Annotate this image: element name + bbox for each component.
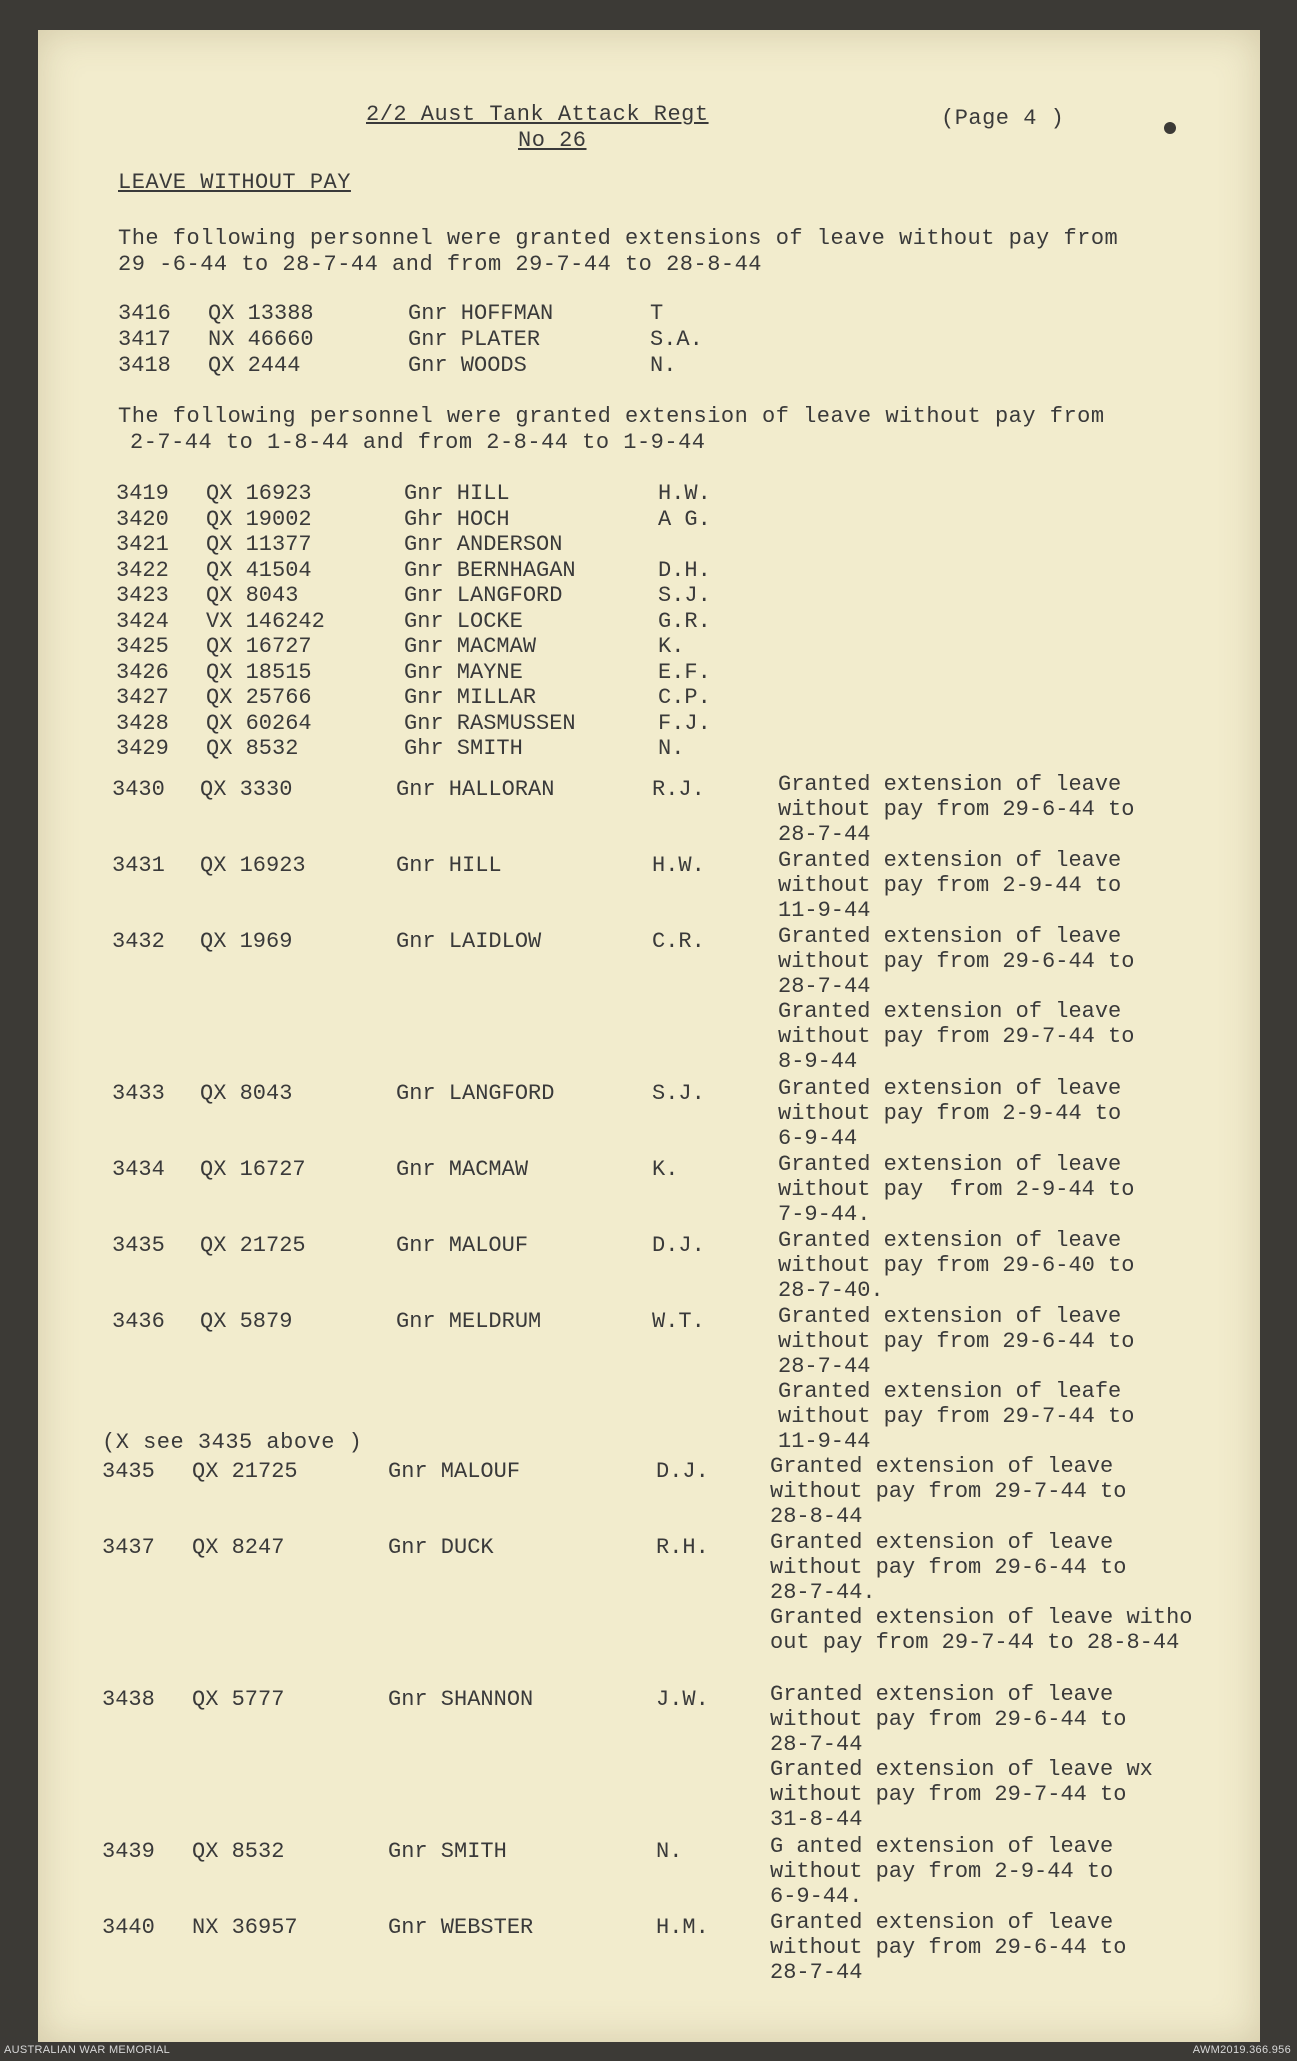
serial-number: 3423 — [116, 583, 169, 608]
initials: K. — [658, 634, 685, 659]
service-number: QX 16727 — [200, 1157, 306, 1182]
rank-and-name: Gnr LAIDLOW — [396, 929, 542, 954]
remark-line: 11-9-44 — [778, 898, 871, 923]
remark-line: 28-7-40. — [778, 1278, 884, 1303]
initials: G.R. — [658, 608, 711, 634]
initials: C.R. — [652, 929, 705, 954]
initials: J.W. — [656, 1687, 709, 1712]
remark-line: without pay from 29-7-44 to — [770, 1782, 1127, 1807]
initials: S.J. — [652, 1081, 705, 1106]
serial-number: 3431 — [112, 853, 165, 878]
remark-line: without pay from 2-9-44 to — [778, 1177, 1135, 1202]
serial-number: 3434 — [112, 1157, 165, 1182]
rank-and-name: Gnr LANGFORD — [404, 583, 563, 608]
serial-number: 3438 — [102, 1687, 155, 1712]
service-number: NX 36957 — [192, 1915, 298, 1940]
remark-line: Granted extension of leave — [778, 848, 1122, 873]
rank-and-name: Gnr SMITH — [388, 1839, 507, 1864]
remark-line: without pay from 2-9-44 to — [778, 1101, 1122, 1126]
serial-number: 3417 — [118, 327, 171, 352]
unit-header: 2/2 Aust Tank Attack Regt — [366, 102, 709, 127]
initials: D.J. — [652, 1233, 705, 1258]
serial-number: 3428 — [116, 710, 169, 736]
rank-and-name: Gnr WEBSTER — [388, 1915, 534, 1940]
rank-and-name: Gnr HOFFMAN — [408, 301, 554, 326]
remark-line: 11-9-44 — [778, 1429, 871, 1454]
remark-line: without pay from 29-6-40 to — [778, 1253, 1135, 1278]
initials: R.J. — [652, 777, 705, 802]
serial-number: 3420 — [116, 506, 169, 532]
service-number: QX 11377 — [206, 532, 312, 557]
initials: H.M. — [656, 1915, 709, 1940]
remark-line: 28-8-44 — [770, 1504, 863, 1529]
initials: C.P. — [658, 685, 711, 710]
punch-hole — [1164, 122, 1176, 134]
service-number: QX 16923 — [200, 853, 306, 878]
service-number: QX 25766 — [206, 685, 312, 710]
footer-credit: AUSTRALIAN WAR MEMORIAL — [4, 2044, 171, 2056]
serial-number: 3421 — [116, 532, 169, 557]
serial-number: 3418 — [118, 353, 171, 378]
rank-and-name: Gnr MALOUF — [396, 1233, 529, 1258]
initials: R.H. — [656, 1535, 709, 1560]
rank-and-name: Gnr MAYNE — [404, 659, 523, 685]
remark-line: 7-9-44. — [778, 1202, 871, 1227]
service-number: QX 8532 — [206, 736, 299, 761]
serial-number: 3419 — [116, 481, 169, 506]
remark-line: Granted extension of leave — [770, 1682, 1114, 1707]
serial-number: 3440 — [102, 1915, 155, 1940]
serial-number: 3437 — [102, 1535, 155, 1560]
serial-number: 3424 — [116, 608, 169, 634]
remark-line: Granted extension of leave — [778, 1304, 1122, 1329]
remark-line: 31-8-44 — [770, 1807, 863, 1832]
initials: K. — [652, 1157, 679, 1182]
remark-line: 28-7-44 — [770, 1960, 863, 1985]
serial-number: 3439 — [102, 1839, 155, 1864]
service-number: QX 8043 — [206, 583, 299, 608]
initials: S.A. — [650, 327, 703, 352]
rank-and-name: Ghr SMITH — [404, 736, 523, 761]
cross-reference-note: (X see 3435 above ) — [102, 1430, 363, 1455]
initials: D.J. — [656, 1459, 709, 1484]
remark-line: out pay from 29-7-44 to 28-8-44 — [770, 1630, 1180, 1655]
service-number: QX 5879 — [200, 1309, 293, 1334]
remark-line: 8-9-44 — [778, 1049, 858, 1074]
order-number: No 26 — [518, 128, 587, 153]
remark-line: without pay from 29-6-44 to — [778, 797, 1135, 822]
serial-number: 3429 — [116, 736, 169, 761]
serial-number: 3436 — [112, 1309, 165, 1334]
rank-and-name: Gnr SHANNON — [388, 1687, 534, 1712]
rank-and-name: Gnr MELDRUM — [396, 1309, 542, 1334]
serial-number: 3435 — [112, 1233, 165, 1258]
remark-line: Granted extension of leave witho — [770, 1605, 1193, 1630]
remark-line: 28-7-44 — [778, 822, 871, 847]
remark-line: without pay from 29-6-44 to — [778, 1329, 1135, 1354]
initials: D.H. — [658, 557, 711, 583]
serial-number: 3416 — [118, 301, 171, 326]
service-number: VX 146242 — [206, 608, 325, 634]
remark-line: 6-9-44 — [778, 1126, 858, 1151]
serial-number: 3427 — [116, 685, 169, 710]
serial-number: 3430 — [112, 777, 165, 802]
service-number: QX 18515 — [206, 659, 312, 685]
service-number: QX 19002 — [206, 506, 312, 532]
rank-and-name: Gnr RASMUSSEN — [404, 710, 576, 736]
remark-line: without pay from 29-6-44 to — [770, 1707, 1127, 1732]
rank-and-name: Gnr LOCKE — [404, 608, 523, 634]
rank-and-name: Gnr WOODS — [408, 353, 527, 378]
serial-number: 3426 — [116, 659, 169, 685]
paragraph-1-line-2: 29 -6-44 to 28-7-44 and from 29-7-44 to 28-8-44 — [118, 252, 763, 277]
initials: N. — [650, 353, 677, 378]
remark-line: Granted extension of leave — [770, 1530, 1114, 1555]
remark-line: G anted extension of leave — [770, 1834, 1114, 1859]
paragraph-1-line-1: The following personnel were granted extensions of leave without pay from — [118, 226, 1119, 251]
service-number: QX 21725 — [200, 1233, 306, 1258]
remark-line: without pay from 29-6-44 to — [770, 1555, 1127, 1580]
service-number: QX 13388 — [208, 301, 314, 326]
remark-line: 28-7-44. — [770, 1580, 876, 1605]
rank-and-name: Gnr HILL — [404, 481, 510, 506]
document-page — [38, 30, 1260, 2042]
rank-and-name: Gnr MALOUF — [388, 1459, 521, 1484]
service-number: QX 3330 — [200, 777, 293, 802]
service-number: QX 5777 — [192, 1687, 285, 1712]
paragraph-2-line-1: The following personnel were granted extension of leave without pay from — [118, 404, 1105, 429]
remark-line: Granted extension of leave — [778, 1076, 1122, 1101]
remark-line: Granted extension of leave — [778, 999, 1122, 1024]
service-number: QX 8532 — [192, 1839, 285, 1864]
remark-line: 28-7-44 — [770, 1732, 863, 1757]
remark-line: without pay from 29-7-44 to — [778, 1404, 1135, 1429]
remark-line: Granted extension of leave — [778, 1228, 1122, 1253]
page-number: (Page 4 ) — [941, 106, 1065, 131]
rank-and-name: Gnr HILL — [396, 853, 502, 878]
remark-line: without pay from 29-6-44 to — [778, 949, 1135, 974]
service-number: QX 41504 — [206, 557, 312, 583]
footer-accession: AWM2019.366.956 — [1192, 2044, 1291, 2056]
remark-line: Granted extension of leave — [778, 1152, 1122, 1177]
paragraph-2-line-2: 2-7-44 to 1-8-44 and from 2-8-44 to 1-9-44 — [130, 430, 706, 455]
initials: A G. — [658, 506, 711, 532]
remark-line: Granted extension of leave — [778, 924, 1122, 949]
initials: W.T. — [652, 1309, 705, 1334]
remark-line: without pay from 29-6-44 to — [770, 1935, 1127, 1960]
remark-line: Granted extension of leave — [770, 1454, 1114, 1479]
rank-and-name: Gnr ANDERSON — [404, 532, 563, 557]
remark-line: without pay from 2-9-44 to — [770, 1859, 1114, 1884]
remark-line: 28-7-44 — [778, 974, 871, 999]
rank-and-name: Gnr MILLAR — [404, 685, 537, 710]
section-title: LEAVE WITHOUT PAY — [118, 170, 351, 195]
initials: T — [650, 301, 664, 326]
initials: H.W. — [652, 853, 705, 878]
rank-and-name: Gnr PLATER — [408, 327, 541, 352]
serial-number: 3433 — [112, 1081, 165, 1106]
service-number: QX 21725 — [192, 1459, 298, 1484]
remark-line: 6-9-44. — [770, 1884, 863, 1909]
remark-line: Granted extension of leafe — [778, 1379, 1122, 1404]
remark-line: without pay from 29-7-44 to — [778, 1024, 1135, 1049]
rank-and-name: Ghr HOCH — [404, 506, 510, 532]
serial-number: 3435 — [102, 1459, 155, 1484]
serial-number: 3425 — [116, 634, 169, 659]
remark-line: 28-7-44 — [778, 1354, 871, 1379]
remark-line: Granted extension of leave wx — [770, 1757, 1153, 1782]
initials: N. — [658, 736, 685, 761]
serial-number: 3422 — [116, 557, 169, 583]
initials: F.J. — [658, 710, 711, 736]
service-number: QX 8043 — [200, 1081, 293, 1106]
initials: H.W. — [658, 481, 711, 506]
service-number: QX 1969 — [200, 929, 293, 954]
service-number: NX 46660 — [208, 327, 314, 352]
initials: S.J. — [658, 583, 711, 608]
rank-and-name: Gnr LANGFORD — [396, 1081, 555, 1106]
rank-and-name: Gnr MACMAW — [396, 1157, 529, 1182]
service-number: QX 16923 — [206, 481, 312, 506]
service-number: QX 2444 — [208, 353, 301, 378]
initials: N. — [656, 1839, 683, 1864]
rank-and-name: Gnr DUCK — [388, 1535, 494, 1560]
service-number: QX 8247 — [192, 1535, 285, 1560]
service-number: QX 16727 — [206, 634, 312, 659]
remark-line: Granted extension of leave — [770, 1910, 1114, 1935]
rank-and-name: Gnr HALLORAN — [396, 777, 555, 802]
remark-line: without pay from 29-7-44 to — [770, 1479, 1127, 1504]
initials: E.F. — [658, 659, 711, 685]
rank-and-name: Gnr BERNHAGAN — [404, 557, 576, 583]
rank-and-name: Gnr MACMAW — [404, 634, 537, 659]
remark-line: Granted extension of leave — [778, 772, 1122, 797]
serial-number: 3432 — [112, 929, 165, 954]
remark-line: without pay from 2-9-44 to — [778, 873, 1122, 898]
service-number: QX 60264 — [206, 710, 312, 736]
